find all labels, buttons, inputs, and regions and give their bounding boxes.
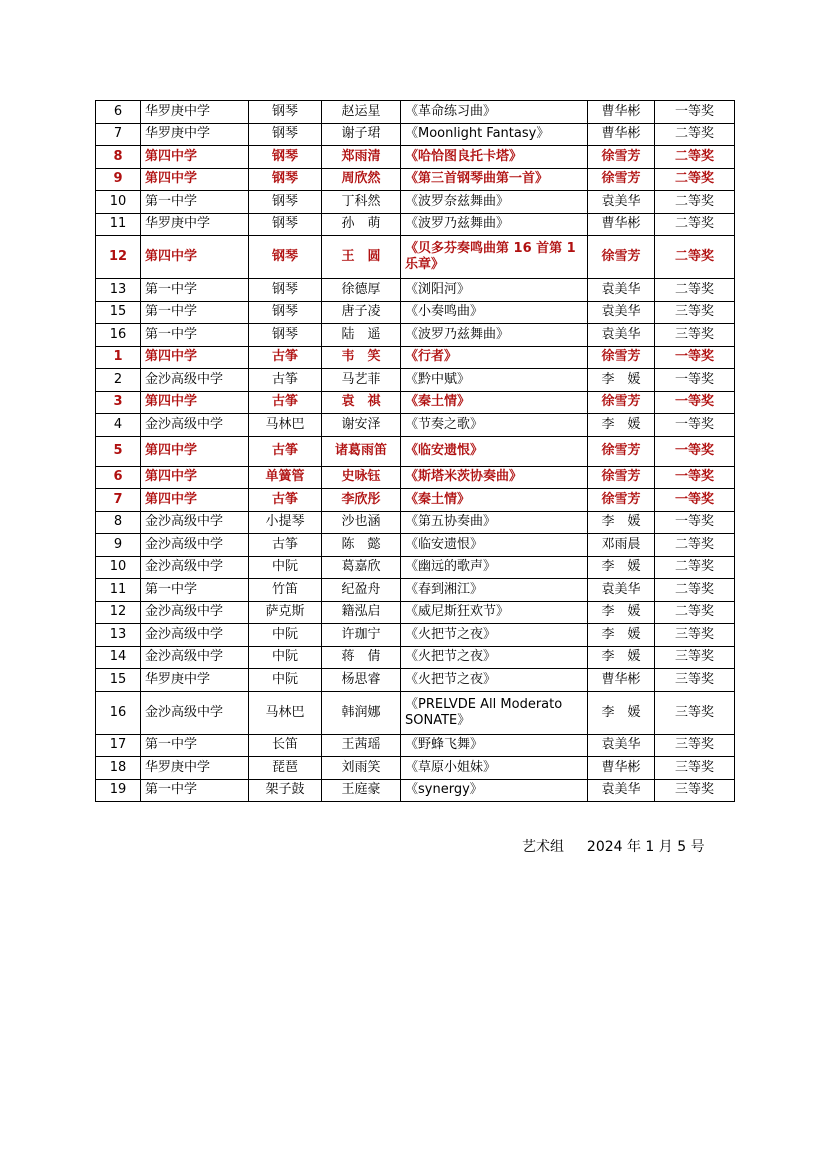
instrument-cell: 钢琴 (249, 101, 322, 124)
piece-title-cell: 《波罗乃兹舞曲》 (401, 213, 588, 236)
piece-title-cell: 《火把节之夜》 (401, 669, 588, 692)
table-row (96, 646, 735, 669)
student-name-cell: 孙 萌 (322, 213, 401, 236)
table-row (96, 346, 735, 369)
school-name-cell: 第四中学 (141, 236, 249, 279)
table-row (96, 534, 735, 557)
table-row (96, 146, 735, 169)
piece-title-cell: 《斯塔米茨协奏曲》 (401, 466, 588, 489)
award-level-cell: 一等奖 (655, 391, 735, 414)
instrument-cell: 中阮 (249, 646, 322, 669)
table-row (96, 579, 735, 602)
instrument-cell: 钢琴 (249, 324, 322, 347)
row-number-cell: 13 (96, 279, 141, 302)
piece-title-cell: 《春到湘江》 (401, 579, 588, 602)
teacher-name-cell: 李 媛 (588, 691, 655, 734)
instrument-cell: 竹笛 (249, 579, 322, 602)
row-number-cell: 9 (96, 534, 141, 557)
table-row (96, 324, 735, 347)
piece-title-cell: 《幽远的歌声》 (401, 556, 588, 579)
teacher-name-cell: 袁美华 (588, 324, 655, 347)
instrument-cell: 古筝 (249, 369, 322, 392)
table-row (96, 757, 735, 780)
teacher-name-cell: 李 媛 (588, 369, 655, 392)
student-name-cell: 许珈宁 (322, 624, 401, 647)
piece-title-cell: 《浏阳河》 (401, 279, 588, 302)
row-number-cell: 6 (96, 101, 141, 124)
row-number-cell: 12 (96, 601, 141, 624)
student-name-cell: 葛嘉欣 (322, 556, 401, 579)
school-name-cell: 第一中学 (141, 324, 249, 347)
piece-title-cell: 《临安遗恨》 (401, 534, 588, 557)
award-level-cell: 一等奖 (655, 369, 735, 392)
results-table (95, 100, 735, 802)
teacher-name-cell: 袁美华 (588, 301, 655, 324)
student-name-cell: 赵运星 (322, 101, 401, 124)
award-level-cell: 一等奖 (655, 436, 735, 466)
row-number-cell: 2 (96, 369, 141, 392)
student-name-cell: 韩润娜 (322, 691, 401, 734)
piece-title-cell: 《波罗奈兹舞曲》 (401, 191, 588, 214)
row-number-cell: 4 (96, 414, 141, 437)
instrument-cell: 小提琴 (249, 511, 322, 534)
award-level-cell: 二等奖 (655, 601, 735, 624)
row-number-cell: 8 (96, 146, 141, 169)
award-level-cell: 三等奖 (655, 779, 735, 802)
piece-title-cell: 《野蜂飞舞》 (401, 734, 588, 757)
piece-title-cell: 《哈恰图良托卡塔》 (401, 146, 588, 169)
piece-title-cell: 《第三首钢琴曲第一首》 (401, 168, 588, 191)
award-level-cell: 一等奖 (655, 511, 735, 534)
row-number-cell: 5 (96, 436, 141, 466)
teacher-name-cell: 曹华彬 (588, 669, 655, 692)
row-number-cell: 18 (96, 757, 141, 780)
table-row (96, 691, 735, 734)
piece-title-cell: 《秦土情》 (401, 489, 588, 512)
piece-title-cell: 《第五协奏曲》 (401, 511, 588, 534)
student-name-cell: 唐子凌 (322, 301, 401, 324)
award-level-cell: 一等奖 (655, 489, 735, 512)
teacher-name-cell: 袁美华 (588, 191, 655, 214)
award-level-cell: 三等奖 (655, 734, 735, 757)
row-number-cell: 6 (96, 466, 141, 489)
award-level-cell: 二等奖 (655, 146, 735, 169)
student-name-cell: 丁科然 (322, 191, 401, 214)
school-name-cell: 第四中学 (141, 391, 249, 414)
row-number-cell: 8 (96, 511, 141, 534)
teacher-name-cell: 袁美华 (588, 279, 655, 302)
award-level-cell: 二等奖 (655, 191, 735, 214)
instrument-cell: 钢琴 (249, 146, 322, 169)
teacher-name-cell: 李 媛 (588, 601, 655, 624)
table-row (96, 511, 735, 534)
school-name-cell: 第四中学 (141, 466, 249, 489)
school-name-cell: 第一中学 (141, 191, 249, 214)
school-name-cell: 华罗庚中学 (141, 213, 249, 236)
footer-signature (522, 836, 705, 856)
student-name-cell: 周欣然 (322, 168, 401, 191)
table-row (96, 191, 735, 214)
student-name-cell: 沙也涵 (322, 511, 401, 534)
row-number-cell: 7 (96, 489, 141, 512)
table-row (96, 213, 735, 236)
teacher-name-cell: 李 媛 (588, 624, 655, 647)
student-name-cell: 史咏钰 (322, 466, 401, 489)
school-name-cell: 第一中学 (141, 779, 249, 802)
instrument-cell: 中阮 (249, 556, 322, 579)
student-name-cell: 谢子珺 (322, 123, 401, 146)
row-number-cell: 16 (96, 324, 141, 347)
piece-title-cell: 《草原小姐妹》 (401, 757, 588, 780)
table-row (96, 391, 735, 414)
teacher-name-cell: 曹华彬 (588, 757, 655, 780)
award-level-cell: 一等奖 (655, 101, 735, 124)
student-name-cell: 王茜瑶 (322, 734, 401, 757)
school-name-cell: 第一中学 (141, 734, 249, 757)
teacher-name-cell: 徐雪芳 (588, 466, 655, 489)
row-number-cell: 10 (96, 191, 141, 214)
student-name-cell: 谢安泽 (322, 414, 401, 437)
student-name-cell: 袁 祺 (322, 391, 401, 414)
piece-title-cell: 《Moonlight Fantasy》 (401, 123, 588, 146)
row-number-cell: 7 (96, 123, 141, 146)
student-name-cell: 杨思睿 (322, 669, 401, 692)
award-level-cell: 三等奖 (655, 301, 735, 324)
teacher-name-cell: 袁美华 (588, 779, 655, 802)
teacher-name-cell: 徐雪芳 (588, 346, 655, 369)
row-number-cell: 12 (96, 236, 141, 279)
piece-title-cell: 《小奏鸣曲》 (401, 301, 588, 324)
student-name-cell: 籍泓启 (322, 601, 401, 624)
piece-title-cell: 《火把节之夜》 (401, 624, 588, 647)
award-level-cell: 二等奖 (655, 556, 735, 579)
school-name-cell: 金沙高级中学 (141, 556, 249, 579)
teacher-name-cell: 徐雪芳 (588, 391, 655, 414)
award-level-cell: 二等奖 (655, 534, 735, 557)
award-level-cell: 二等奖 (655, 168, 735, 191)
piece-title-cell: 《黔中赋》 (401, 369, 588, 392)
results-table-body (96, 101, 735, 802)
instrument-cell: 钢琴 (249, 168, 322, 191)
student-name-cell: 郑雨清 (322, 146, 401, 169)
student-name-cell: 徐德厚 (322, 279, 401, 302)
student-name-cell: 诸葛雨笛 (322, 436, 401, 466)
footer-date: 2024 年 1 月 5 号 (586, 839, 705, 855)
school-name-cell: 华罗庚中学 (141, 123, 249, 146)
school-name-cell: 第四中学 (141, 168, 249, 191)
teacher-name-cell: 徐雪芳 (588, 146, 655, 169)
student-name-cell: 陈 懿 (322, 534, 401, 557)
teacher-name-cell: 徐雪芳 (588, 489, 655, 512)
teacher-name-cell: 袁美华 (588, 579, 655, 602)
school-name-cell: 第一中学 (141, 301, 249, 324)
school-name-cell: 第四中学 (141, 489, 249, 512)
row-number-cell: 1 (96, 346, 141, 369)
school-name-cell: 第四中学 (141, 436, 249, 466)
table-row (96, 436, 735, 466)
row-number-cell: 16 (96, 691, 141, 734)
table-row (96, 101, 735, 124)
teacher-name-cell: 徐雪芳 (588, 436, 655, 466)
teacher-name-cell: 邓雨晨 (588, 534, 655, 557)
table-row (96, 779, 735, 802)
award-level-cell: 三等奖 (655, 669, 735, 692)
piece-title-cell: 《波罗乃兹舞曲》 (401, 324, 588, 347)
school-name-cell: 第四中学 (141, 146, 249, 169)
table-row (96, 369, 735, 392)
piece-title-cell: 《PRELVDE All Moderato SONATE》 (401, 691, 588, 734)
school-name-cell: 金沙高级中学 (141, 646, 249, 669)
instrument-cell: 单簧管 (249, 466, 322, 489)
student-name-cell: 纪盈舟 (322, 579, 401, 602)
school-name-cell: 金沙高级中学 (141, 601, 249, 624)
piece-title-cell: 《秦土情》 (401, 391, 588, 414)
instrument-cell: 马林巴 (249, 691, 322, 734)
student-name-cell: 陆 遥 (322, 324, 401, 347)
row-number-cell: 10 (96, 556, 141, 579)
table-row (96, 734, 735, 757)
teacher-name-cell: 曹华彬 (588, 123, 655, 146)
table-row (96, 168, 735, 191)
piece-title-cell: 《临安遗恨》 (401, 436, 588, 466)
table-row (96, 301, 735, 324)
instrument-cell: 钢琴 (249, 213, 322, 236)
award-level-cell: 二等奖 (655, 279, 735, 302)
table-row (96, 236, 735, 279)
row-number-cell: 13 (96, 624, 141, 647)
instrument-cell: 长笛 (249, 734, 322, 757)
instrument-cell: 琵琶 (249, 757, 322, 780)
piece-title-cell: 《贝多芬奏鸣曲第 16 首第 1 乐章》 (401, 236, 588, 279)
row-number-cell: 3 (96, 391, 141, 414)
instrument-cell: 古筝 (249, 346, 322, 369)
instrument-cell: 钢琴 (249, 301, 322, 324)
student-name-cell: 王庭豪 (322, 779, 401, 802)
student-name-cell: 刘雨笑 (322, 757, 401, 780)
student-name-cell: 蒋 倩 (322, 646, 401, 669)
instrument-cell: 架子鼓 (249, 779, 322, 802)
instrument-cell: 钢琴 (249, 191, 322, 214)
piece-title-cell: 《革命练习曲》 (401, 101, 588, 124)
award-level-cell: 二等奖 (655, 213, 735, 236)
table-row (96, 279, 735, 302)
award-level-cell: 一等奖 (655, 346, 735, 369)
row-number-cell: 9 (96, 168, 141, 191)
table-row (96, 624, 735, 647)
student-name-cell: 王 圆 (322, 236, 401, 279)
school-name-cell: 金沙高级中学 (141, 624, 249, 647)
piece-title-cell: 《synergy》 (401, 779, 588, 802)
school-name-cell: 华罗庚中学 (141, 757, 249, 780)
piece-title-cell: 《行者》 (401, 346, 588, 369)
award-level-cell: 三等奖 (655, 691, 735, 734)
award-level-cell: 二等奖 (655, 236, 735, 279)
teacher-name-cell: 徐雪芳 (588, 236, 655, 279)
row-number-cell: 11 (96, 213, 141, 236)
instrument-cell: 中阮 (249, 624, 322, 647)
award-level-cell: 一等奖 (655, 414, 735, 437)
table-row (96, 556, 735, 579)
table-row (96, 466, 735, 489)
award-level-cell: 二等奖 (655, 123, 735, 146)
table-row (96, 669, 735, 692)
school-name-cell: 金沙高级中学 (141, 534, 249, 557)
piece-title-cell: 《火把节之夜》 (401, 646, 588, 669)
instrument-cell: 萨克斯 (249, 601, 322, 624)
school-name-cell: 第一中学 (141, 579, 249, 602)
award-level-cell: 二等奖 (655, 579, 735, 602)
teacher-name-cell: 李 媛 (588, 414, 655, 437)
teacher-name-cell: 袁美华 (588, 734, 655, 757)
student-name-cell: 马艺菲 (322, 369, 401, 392)
award-level-cell: 三等奖 (655, 324, 735, 347)
teacher-name-cell: 徐雪芳 (588, 168, 655, 191)
row-number-cell: 11 (96, 579, 141, 602)
table-row (96, 414, 735, 437)
row-number-cell: 19 (96, 779, 141, 802)
instrument-cell: 古筝 (249, 534, 322, 557)
instrument-cell: 古筝 (249, 489, 322, 512)
row-number-cell: 14 (96, 646, 141, 669)
piece-title-cell: 《威尼斯狂欢节》 (401, 601, 588, 624)
instrument-cell: 马林巴 (249, 414, 322, 437)
instrument-cell: 古筝 (249, 391, 322, 414)
row-number-cell: 15 (96, 669, 141, 692)
award-level-cell: 三等奖 (655, 757, 735, 780)
table-row (96, 123, 735, 146)
teacher-name-cell: 李 媛 (588, 511, 655, 534)
table-row (96, 601, 735, 624)
student-name-cell: 李欣彤 (322, 489, 401, 512)
row-number-cell: 17 (96, 734, 141, 757)
instrument-cell: 钢琴 (249, 279, 322, 302)
instrument-cell: 古筝 (249, 436, 322, 466)
row-number-cell: 15 (96, 301, 141, 324)
award-level-cell: 三等奖 (655, 624, 735, 647)
teacher-name-cell: 李 媛 (588, 646, 655, 669)
instrument-cell: 中阮 (249, 669, 322, 692)
school-name-cell: 金沙高级中学 (141, 369, 249, 392)
teacher-name-cell: 李 媛 (588, 556, 655, 579)
school-name-cell: 金沙高级中学 (141, 414, 249, 437)
school-name-cell: 金沙高级中学 (141, 691, 249, 734)
award-level-cell: 一等奖 (655, 466, 735, 489)
table-row (96, 489, 735, 512)
school-name-cell: 第一中学 (141, 279, 249, 302)
school-name-cell: 第四中学 (141, 346, 249, 369)
piece-title-cell: 《节奏之歌》 (401, 414, 588, 437)
school-name-cell: 金沙高级中学 (141, 511, 249, 534)
instrument-cell: 钢琴 (249, 236, 322, 279)
award-level-cell: 三等奖 (655, 646, 735, 669)
footer-group: 艺术组 (522, 839, 564, 855)
teacher-name-cell: 曹华彬 (588, 213, 655, 236)
teacher-name-cell: 曹华彬 (588, 101, 655, 124)
school-name-cell: 华罗庚中学 (141, 669, 249, 692)
instrument-cell: 钢琴 (249, 123, 322, 146)
school-name-cell: 华罗庚中学 (141, 101, 249, 124)
student-name-cell: 韦 笑 (322, 346, 401, 369)
